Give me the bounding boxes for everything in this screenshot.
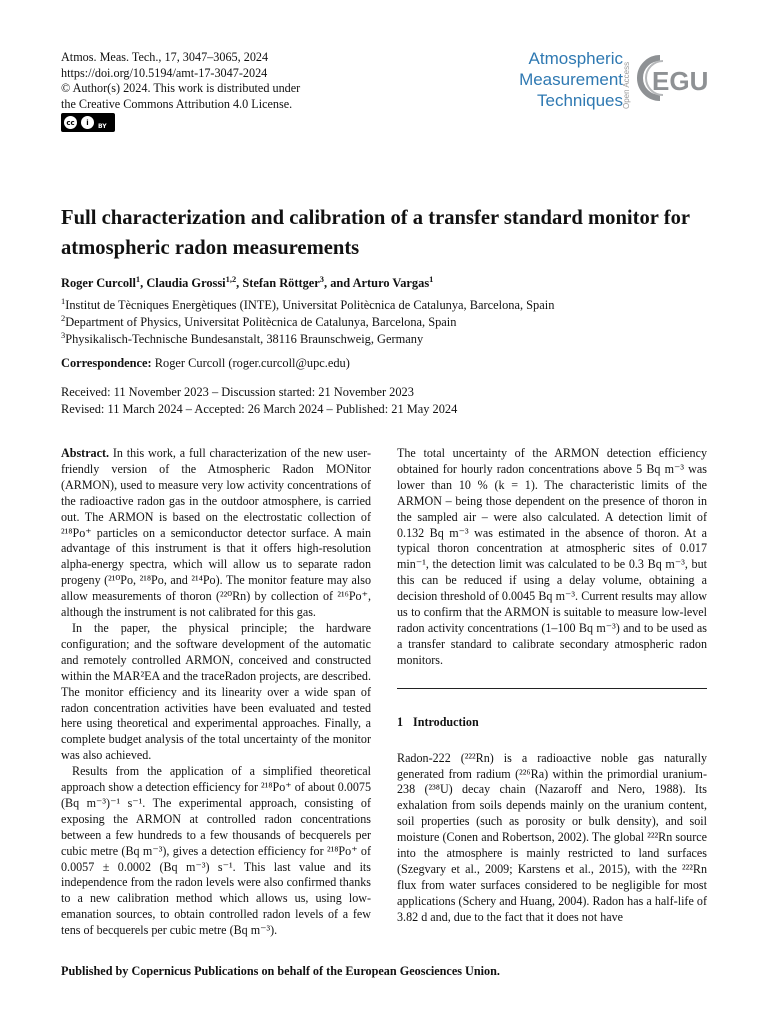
abstract-paragraph: Results from the application of a simplified theoretical approach show a detection efficiency for ²¹⁸Po⁺ of about 0.0075 (Bq m⁻³)⁻¹ s⁻¹. The experimental approach, consisting of exposing the ARMON at controlled radon concentrations between a few hundreds to a few thousands of becquerels per cubic metre (Bq m⁻³), gives a detection efficiency for ²¹⁸Po⁺ of 0.0057 ± 0.0002 (Bq m⁻³) s⁻¹. This last value and its independence from the radon levels were also confirmed thanks to a new calibration method which allows us, using low-emanation sources, to obtain controlled radon levels of a few tens of becquerels per cubic metre (Bq m⁻³). — [61, 764, 371, 938]
by-label: BY — [98, 123, 107, 130]
abstract-paragraph: The total uncertainty of the ARMON detection efficiency obtained for hourly radon concentrations above 5 Bq m⁻³ was lower than 10 % (k = 1). The characteristic limits of the ARMON – being those dependent on the presence of thoron in the sampled air – were also calculated. A detection limit of 0.132 Bq m⁻³ was estimated in the absence of thoron. At a typical thoron concentration at atmospheric sites of 0.017 min⁻¹, the detection limit was calculated to be 0.3 Bq m⁻³, but this can be reduced if using a delay volume, obtaining a decision threshold of 0.0045 Bq m⁻³. Current results may allow us to confirm that the ARMON is suitable to measure low-level radon activity concentrations (1–100 Bq m⁻³) and to be used as a transfer standard to calibrate secondary atmospheric radon monitors. — [397, 446, 707, 667]
doi-link[interactable]: https://doi.org/10.5194/amt-17-3047-2024 — [61, 65, 268, 80]
egu-logo — [636, 52, 712, 104]
abstract-label: Abstract. — [61, 446, 110, 460]
citation: Atmos. Meas. Tech., 17, 3047–3065, 2024 — [61, 50, 269, 64]
abstract-paragraph: In the paper, the physical principle; the hardware configuration; and the software development of the automatic and remotely controlled ARMON, conceived and constructed within the MAR²EA and the traceRadon projects, are described. The monitor efficiency and its linearity over a wide span of radon concentration activities have been evaluated and tested here using theoretical and experimental approaches. Finally, a complete budget analysis of the total uncertainty of the monitor was also achieved. — [61, 620, 371, 763]
affiliation-text: Physikalisch-Technische Bundesanstalt, 38116 Braunschweig, Germany — [65, 332, 424, 346]
license-notice: the Creative Commons Attribution 4.0 License. — [61, 96, 293, 111]
author-name: Arturo Vargas — [352, 276, 430, 290]
author-name: Roger Curcoll — [61, 276, 136, 290]
abstract-column — [61, 446, 371, 939]
open-access-text: Open Access — [622, 61, 631, 109]
affiliation-item — [61, 314, 554, 331]
author-list: Roger Curcoll$^1$, Claudia Grossi$^{1,2}$, Stefan Röttger$^3$, and Arturo Vargas$^1$ — [61, 273, 434, 290]
author-affiliation-ref: 1,2 — [225, 273, 237, 284]
citation-block — [61, 50, 351, 112]
abstract-paragraph — [61, 446, 371, 621]
journal-name — [519, 48, 623, 111]
author-name: Stefan Röttger — [242, 276, 320, 290]
cc-by-license-badge[interactable] — [61, 113, 115, 132]
egu-logo-text: EGU — [652, 66, 709, 96]
article-title: Full characterization and calibration of a transfer standard monitor for atmospheric radon measurements — [61, 207, 690, 259]
received-date: Received: 11 November 2023 – Discussion started: 21 November 2023 — [61, 385, 414, 399]
correspondence-label: Correspondence: — [61, 356, 152, 370]
section-number: 1 — [397, 714, 404, 729]
journal-name-line1: Atmospheric — [528, 49, 623, 68]
affiliation-number: 2 — [61, 312, 66, 323]
section-heading — [397, 715, 707, 731]
abstract-text: In this work, a full characterization of the new user-friendly version of the Atmospheric Radon MONitor (ARMON), used to measure very low activity concentrations of the radioactive radon gas in the outdoor atmosphere, is carried out. The ARMON is based on the electrostatic collection of ²¹⁸Po⁺ particles on a semiconductor detector surface. A main advantage of this instrument is that it offers high-resolution alpha-energy spectra, which will allow us to separate radon progeny (²¹⁰Po, ²¹⁸Po, and ²¹⁴Po). The monitor feature may also allow measurements of thoron (²²⁰Rn) by collection of ²¹⁶Po⁺, although the instrument is not calibrated for this gas. — [61, 446, 371, 620]
open-access-label — [620, 47, 632, 111]
correspondence-line — [61, 356, 350, 371]
cc-icon: cc — [64, 116, 77, 129]
right-column — [397, 446, 707, 926]
affiliation-text: Department of Physics, Universitat Politècnica de Catalunya, Barcelona, Spain — [65, 315, 457, 329]
correspondence-contact[interactable]: Roger Curcoll (roger.curcoll@upc.edu) — [154, 356, 350, 370]
author-affiliation-ref: 3 — [319, 273, 325, 284]
copyright-notice: © Author(s) 2024. This work is distributed under — [61, 81, 301, 95]
journal-name-line2: Measurement — [519, 70, 623, 89]
publisher-footer: Published by Copernicus Publications on behalf of the European Geosciences Union. — [61, 964, 500, 978]
affiliation-number: 3 — [61, 329, 66, 340]
affiliation-list — [61, 297, 554, 348]
author-affiliation-ref: 1 — [429, 273, 434, 284]
author-name: Claudia Grossi — [146, 276, 226, 290]
introduction-paragraph: Radon-222 (²²²Rn) is a radioactive noble gas naturally generated from radium (²²⁶Ra) within the primordial uranium-238 (²³⁸U) decay chain (Nazaroff and Nero, 1988). Its exhalation from soils depends mainly on the uranium content, soil properties (such as porosity or bulk density), and soil moisture (Conen and Robertson, 2002). The global ²²²Rn source into the atmosphere is mainly restricted to land surfaces (Szegvary et al., 2009; Karstens et al., 2015), with the ²²²Rn flux from water surfaces considered to be negligible for most applications (Schery and Huang, 2004). Radon has a half-life of 3.82 d and, due to the fact that it does not have — [397, 750, 707, 924]
publication-dates — [61, 384, 457, 418]
affiliation-number: 1 — [61, 295, 66, 306]
attribution-icon: i — [81, 116, 94, 129]
journal-name-line3: Techniques — [536, 91, 623, 110]
affiliation-item — [61, 297, 554, 314]
section-divider — [397, 688, 707, 689]
author-affiliation-ref: 1 — [135, 273, 141, 284]
section-title: Introduction — [413, 714, 479, 729]
affiliation-item — [61, 331, 554, 348]
affiliation-text: Institut de Tècniques Energètiques (INTE), Universitat Politècnica de Catalunya, Barcelona, Spain — [65, 298, 555, 312]
revised-date: Revised: 11 March 2024 – Accepted: 26 March 2024 – Published: 21 May 2024 — [61, 402, 458, 416]
